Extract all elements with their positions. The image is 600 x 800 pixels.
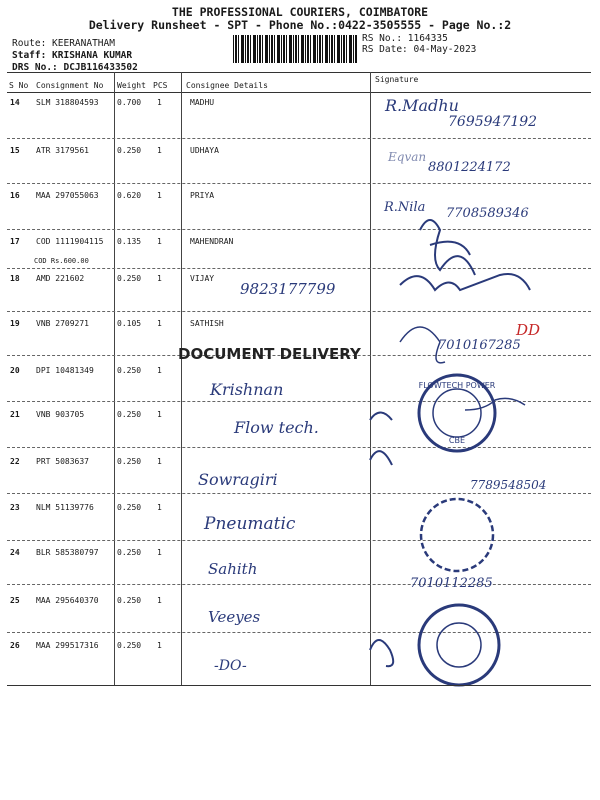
row-sno: 15 [10,146,20,155]
row-weight: 0.250 [117,366,142,375]
row-pcs: 1 [157,503,162,512]
row-sno: 24 [10,548,20,557]
signature-scribbles [370,80,570,780]
phone-24: 7010112285 [410,576,493,591]
row-weight: 0.250 [117,457,142,466]
row-sno: 21 [10,410,20,419]
phone-16: 7708589346 [446,206,529,221]
row-pcs: 1 [157,548,162,557]
rs-date: RS Date: 04-May-2023 [362,44,477,55]
consignee-name-22: Sowragiri [198,470,278,489]
row-weight: 0.105 [117,319,142,328]
row-consignment: MAA 297055063 [36,191,99,200]
consignee-name-21: Flow tech. [234,418,319,437]
document-delivery-stamp: DOCUMENT DELIVERY [178,345,361,363]
consignee-name-23: Pneumatic [204,514,296,534]
col-header-pcs: PCS [153,81,168,90]
row-pcs: 1 [157,596,162,605]
row-weight: 0.250 [117,641,142,650]
barcode [233,35,358,63]
row-pcs: 1 [157,146,162,155]
runsheet-subtitle: Delivery Runsheet - SPT - Phone No.:0422-3505555 - Page No.:2 [88,18,512,32]
row-consignment: AMD 221602 [36,274,85,283]
row-pcs: 1 [157,410,162,419]
col-header-weight: Weight [117,81,146,90]
col-header-consignee: Consignee Details [186,81,268,90]
row-weight: 0.250 [117,274,142,283]
row-weight: 0.620 [117,191,142,200]
row-weight: 0.250 [117,146,142,155]
row-sno: 17 [10,237,20,246]
phone-22: 7789548504 [470,478,547,492]
company-title: THE PROFESSIONAL COURIERS, COIMBATORE [171,5,429,19]
row-pcs: 1 [157,237,162,246]
row-sno: 20 [10,366,20,375]
row-consignment: MAA 295640370 [36,596,99,605]
row-weight: 0.250 [117,410,142,419]
row-consignment: PRT 5083637 [36,457,89,466]
col-header-signature: Signature [375,75,419,84]
route-label: Route: KEERANATHAM [12,38,115,49]
table-top-border [7,72,591,73]
row-consignee: SATHISH [190,319,224,328]
phone-18: 9823177799 [240,280,336,298]
row-weight: 0.135 [117,237,142,246]
row-consignee: MAHENDRAN [190,237,234,246]
row-pcs: 1 [157,366,162,375]
consignee-name-24: Sahith [208,560,258,578]
phone-14: 7695947192 [448,114,538,130]
col-divider [181,72,182,685]
row-weight: 0.700 [117,98,142,107]
signature-16: R.Nila [384,200,426,215]
phone-19: 7010167285 [438,338,521,353]
row-sno: 14 [10,98,20,107]
drs-number: DRS No.: DCJB116433502 [12,62,138,73]
row-consignment: VNB 2709271 [36,319,89,328]
row-consignee: PRIYA [190,191,215,200]
phone-15: 8801224172 [428,160,511,175]
dd-mark: DD [516,321,541,339]
col-header-sno: S No [9,81,29,90]
row-sno: 16 [10,191,20,200]
row-consignment: SLM 318804593 [36,98,99,107]
row-consignee: UDHAYA [190,146,219,155]
seal-text: FLOWTECH POWER [418,381,496,390]
row-pcs: 1 [157,457,162,466]
table-bottom-border [7,685,591,686]
row-weight: 0.250 [117,548,142,557]
row-consignment: MAA 299517316 [36,641,99,650]
row-consignment: DPI 10481349 [36,366,94,375]
row-weight: 0.250 [117,503,142,512]
row-sno: 26 [10,641,20,650]
consignee-name-26: -DO- [214,658,247,674]
row-sno: 18 [10,274,20,283]
col-header-consignment: Consignment No [36,81,104,90]
row-consignee: MADHU [190,98,215,107]
row-consignment: COD 1111904115 [36,237,104,246]
seal-bottom-text: CBE [448,436,466,445]
row-pcs: 1 [157,191,162,200]
row-sno: 23 [10,503,20,512]
row-consignee: VIJAY [190,274,215,283]
row-consignment: VNB 903705 [36,410,85,419]
consignee-name-25: Veeyes [208,608,261,626]
row-sno: 25 [10,596,20,605]
row-weight: 0.250 [117,596,142,605]
staff-label: Staff: KRISHANA KUMAR [12,50,133,61]
signature-15: Eqvan [388,150,427,164]
row-pcs: 1 [157,641,162,650]
rs-number: RS No.: 1164335 [362,33,448,44]
row-consignment: BLR 585380797 [36,548,99,557]
row-pcs: 1 [157,319,162,328]
row-pcs: 1 [157,274,162,283]
row-sno: 19 [10,319,20,328]
row-consignment: ATR 3179561 [36,146,89,155]
cod-amount: COD Rs.600.00 [34,257,89,265]
col-divider [114,72,115,685]
row-consignment: NLM 51139776 [36,503,94,512]
consignee-name-20: Krishnan [210,380,284,399]
row-pcs: 1 [157,98,162,107]
signature-14: R.Madhu [385,96,459,115]
row-sno: 22 [10,457,20,466]
